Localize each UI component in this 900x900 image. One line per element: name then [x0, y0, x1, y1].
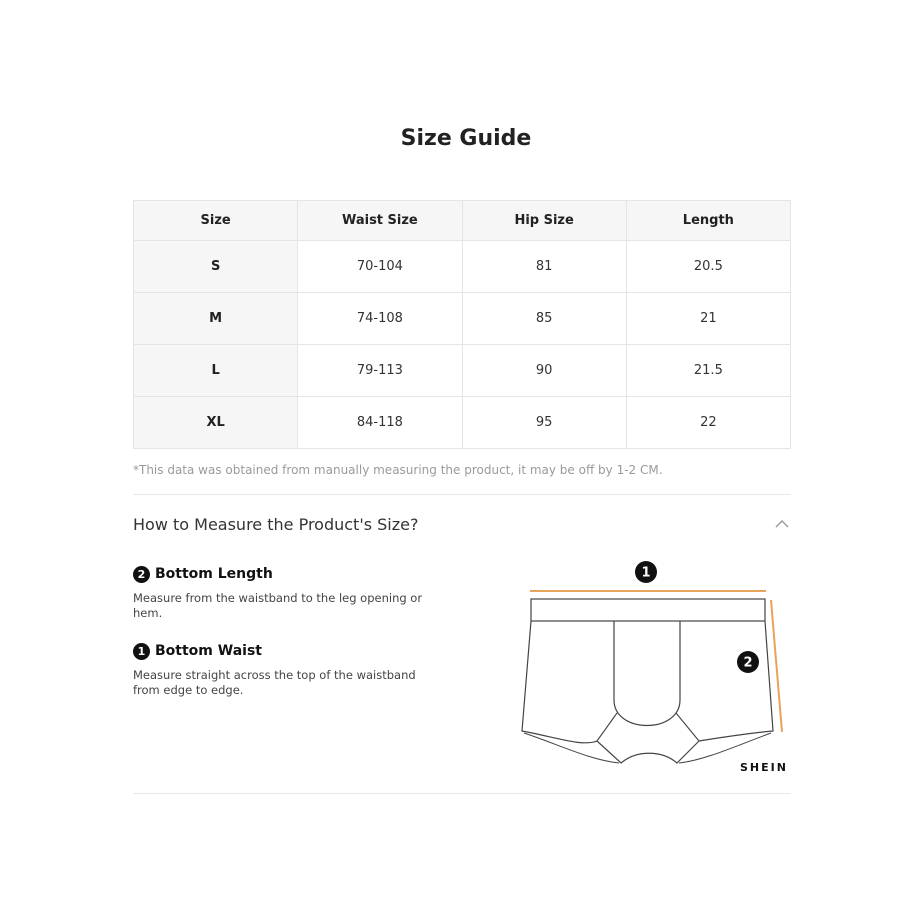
hip-cell: 81: [462, 241, 626, 293]
hip-cell: 95: [462, 397, 626, 449]
length-measure-line: [771, 600, 782, 732]
table-row: [134, 241, 791, 293]
marker-2-label: 2: [743, 655, 753, 671]
table-row: [134, 293, 791, 345]
table-row: [134, 397, 791, 449]
boxer-brief-measurement-diagram: [510, 555, 800, 785]
measure-item-description: Measure straight across the top of the waistband from edge to edge.: [133, 668, 416, 697]
number-badge-icon: 2: [133, 566, 150, 583]
number-badge-icon: 1: [133, 643, 150, 660]
waistband-shape: [531, 599, 765, 621]
column-header-hip-size: Hip Size: [462, 201, 626, 241]
hip-cell: 90: [462, 345, 626, 397]
garment-outline: [522, 621, 773, 763]
length-cell: 21: [626, 293, 790, 345]
size-table: [133, 200, 791, 449]
waist-cell: 79-113: [298, 345, 462, 397]
length-cell: 20.5: [626, 241, 790, 293]
measure-item-title: Bottom Waist: [155, 643, 262, 659]
measure-item-title: Bottom Length: [155, 566, 273, 582]
marker-2-icon: [737, 651, 759, 673]
column-header-length: Length: [626, 201, 790, 241]
page-title: Size Guide: [400, 126, 532, 151]
pouch-outline: [614, 621, 680, 726]
column-header-waist-size: Waist Size: [298, 201, 462, 241]
brand-logo: SHEIN: [740, 761, 788, 774]
size-cell: M: [134, 293, 298, 345]
size-cell: L: [134, 345, 298, 397]
gusset-seam-right: [676, 713, 699, 741]
measure-section-toggle[interactable]: [133, 505, 791, 543]
waist-cell: 74-108: [298, 293, 462, 345]
marker-1-label: 1: [641, 565, 651, 581]
size-cell: XL: [134, 397, 298, 449]
hip-cell: 85: [462, 293, 626, 345]
waist-cell: 84-118: [298, 397, 462, 449]
length-cell: 22: [626, 397, 790, 449]
marker-1-icon: [635, 561, 657, 583]
waist-cell: 70-104: [298, 241, 462, 293]
measure-item-bottom-length: [133, 564, 453, 621]
measure-item-description: Measure from the waistband to the leg opening or hem.: [133, 591, 423, 620]
chevron-up-icon[interactable]: [775, 519, 789, 529]
gusset-seam-left: [597, 713, 617, 741]
measurement-note: *This data was obtained from manually measuring the product, it may be off by 1-2 CM.: [133, 463, 663, 477]
divider-top: [133, 494, 791, 495]
table-row: [134, 345, 791, 397]
measure-item-bottom-waist: [133, 641, 453, 698]
table-header-row: [134, 201, 791, 241]
length-cell: 21.5: [626, 345, 790, 397]
column-header-size: Size: [134, 201, 298, 241]
measure-section-title: How to Measure the Product's Size?: [133, 515, 419, 534]
divider-bottom: [133, 793, 791, 794]
size-cell: S: [134, 241, 298, 293]
